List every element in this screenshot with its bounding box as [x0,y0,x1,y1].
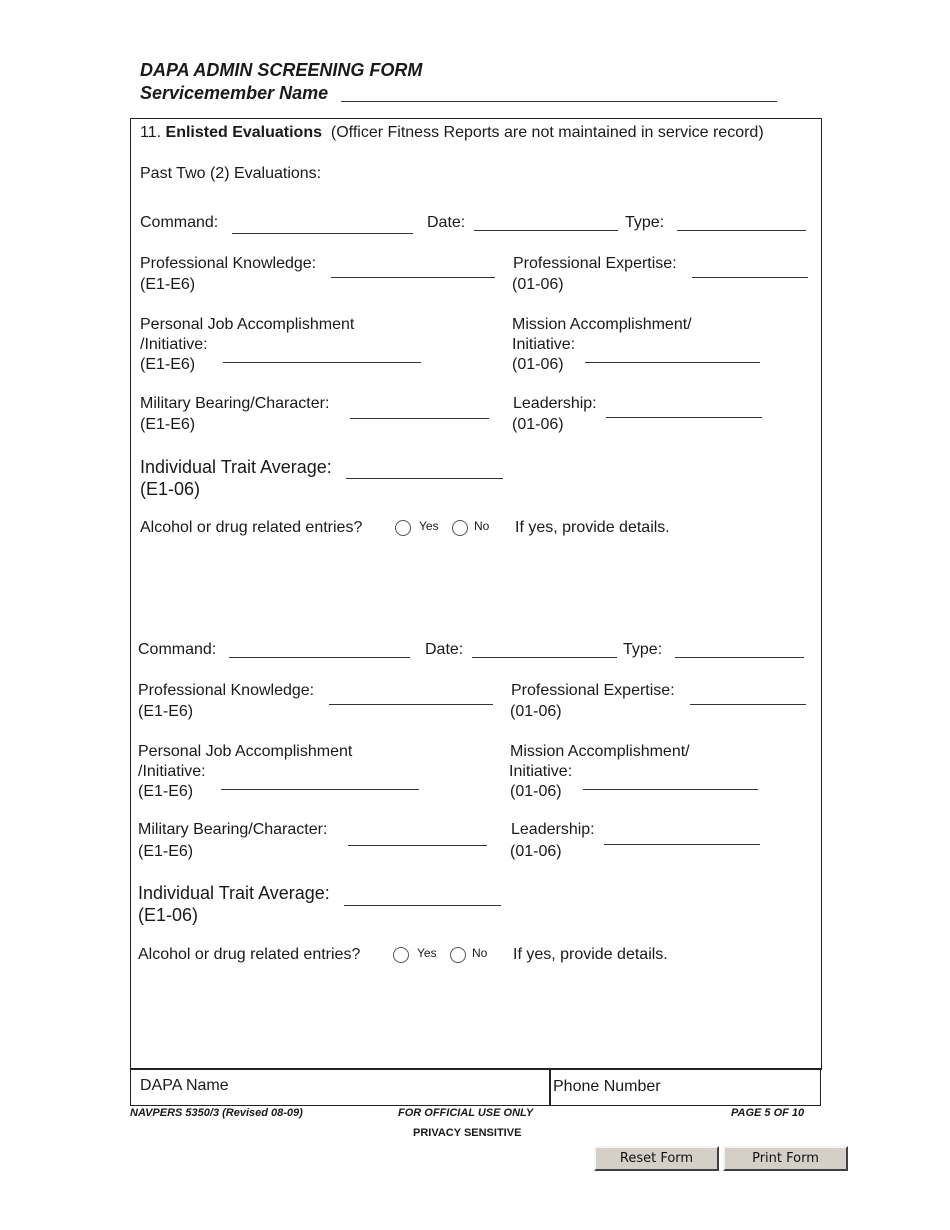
command-field[interactable] [229,657,410,658]
past-evaluations-label: Past Two (2) Evaluations: [140,165,322,182]
date-field[interactable] [472,657,617,658]
personal-job-range: (E1-E6) [138,783,194,800]
command-label: Command: [138,641,217,658]
privacy-notice: PRIVACY SENSITIVE [413,1127,522,1139]
date-label: Date: [425,641,464,658]
mission-label-2: Initiative: [512,336,576,353]
page-number: PAGE 5 OF 10 [731,1107,805,1119]
alcohol-yes-label: Yes [417,946,437,960]
date-field[interactable] [474,230,618,231]
command-label: Command: [140,214,219,231]
leadership-field[interactable] [606,417,762,418]
military-bearing-field[interactable] [348,845,487,846]
details-field[interactable] [140,545,810,620]
personal-job-range: (E1-E6) [140,356,196,373]
leadership-field[interactable] [604,844,760,845]
prof-expertise-field[interactable] [692,277,808,278]
prof-expertise-range: (01-06) [510,703,562,720]
prof-knowledge-field[interactable] [331,277,495,278]
leadership-range: (01-06) [512,416,564,433]
alcohol-no-label: No [472,946,488,960]
military-bearing-label: Military Bearing/Character: [138,821,328,838]
alcohol-question: Alcohol or drug related entries? [138,946,361,963]
section-number: 11. [140,124,162,141]
reset-form-button[interactable]: Reset Form [594,1146,719,1171]
leadership-range: (01-06) [510,843,562,860]
section-title [140,123,764,143]
personal-job-label: Personal Job Accomplishment [140,316,355,333]
section-heading: Enlisted Evaluations [165,124,322,141]
mission-field[interactable] [585,362,760,363]
type-label: Type: [625,214,665,231]
details-label: If yes, provide details. [515,519,670,536]
official-use-notice: FOR OFFICIAL USE ONLY [398,1107,534,1119]
alcohol-no-radio[interactable] [452,520,468,536]
details-field[interactable] [138,972,808,1057]
military-bearing-label: Military Bearing/Character: [140,395,330,412]
dapa-name-label: DAPA Name [140,1077,229,1094]
section-note: (Officer Fitness Reports are not maintained in service record) [330,124,764,141]
command-field[interactable] [232,233,413,234]
mission-field[interactable] [583,789,758,790]
prof-knowledge-label: Professional Knowledge: [138,682,315,699]
mission-range: (01-06) [512,356,564,373]
leadership-label: Leadership: [513,395,597,412]
prof-expertise-label: Professional Expertise: [513,255,677,272]
type-label: Type: [623,641,663,658]
personal-job-field[interactable] [223,362,421,363]
mission-label-2: Initiative: [509,763,573,780]
prof-knowledge-field[interactable] [329,704,493,705]
type-field[interactable] [677,230,806,231]
alcohol-yes-radio[interactable] [395,520,411,536]
prof-expertise-label: Professional Expertise: [511,682,675,699]
type-field[interactable] [675,657,804,658]
form-title: DAPA ADMIN SCREENING FORM [140,60,423,80]
trait-average-label: Individual Trait Average: [140,457,332,477]
trait-average-range: (E1-06) [138,905,199,925]
military-bearing-range: (E1-E6) [140,416,196,433]
personal-job-label: Personal Job Accomplishment [138,743,353,760]
alcohol-yes-label: Yes [419,519,439,533]
trait-average-field[interactable] [344,905,501,906]
leadership-label: Leadership: [511,821,595,838]
servicemember-name-field[interactable] [341,101,777,102]
alcohol-no-radio[interactable] [450,947,466,963]
details-label: If yes, provide details. [513,946,668,963]
prof-knowledge-range: (E1-E6) [140,276,196,293]
prof-expertise-range: (01-06) [512,276,564,293]
personal-job-label-2: /Initiative: [138,763,206,780]
trait-average-range: (E1-06) [140,479,201,499]
trait-average-label: Individual Trait Average: [138,883,330,903]
trait-average-field[interactable] [346,478,503,479]
alcohol-yes-radio[interactable] [393,947,409,963]
prof-knowledge-label: Professional Knowledge: [140,255,317,272]
phone-number-label: Phone Number [553,1078,661,1095]
prof-expertise-field[interactable] [690,704,806,705]
print-form-button[interactable]: Print Form [723,1146,848,1171]
personal-job-label-2: /Initiative: [140,336,208,353]
mission-label: Mission Accomplishment/ [512,316,692,333]
personal-job-field[interactable] [221,789,419,790]
servicemember-name-label: Servicemember Name [140,83,329,103]
military-bearing-field[interactable] [350,418,489,419]
prof-knowledge-range: (E1-E6) [138,703,194,720]
form-number: NAVPERS 5350/3 (Revised 08-09) [130,1107,303,1119]
mission-range: (01-06) [510,783,562,800]
military-bearing-range: (E1-E6) [138,843,194,860]
alcohol-question: Alcohol or drug related entries? [140,519,363,536]
mission-label: Mission Accomplishment/ [510,743,690,760]
alcohol-no-label: No [474,519,490,533]
date-label: Date: [427,214,466,231]
